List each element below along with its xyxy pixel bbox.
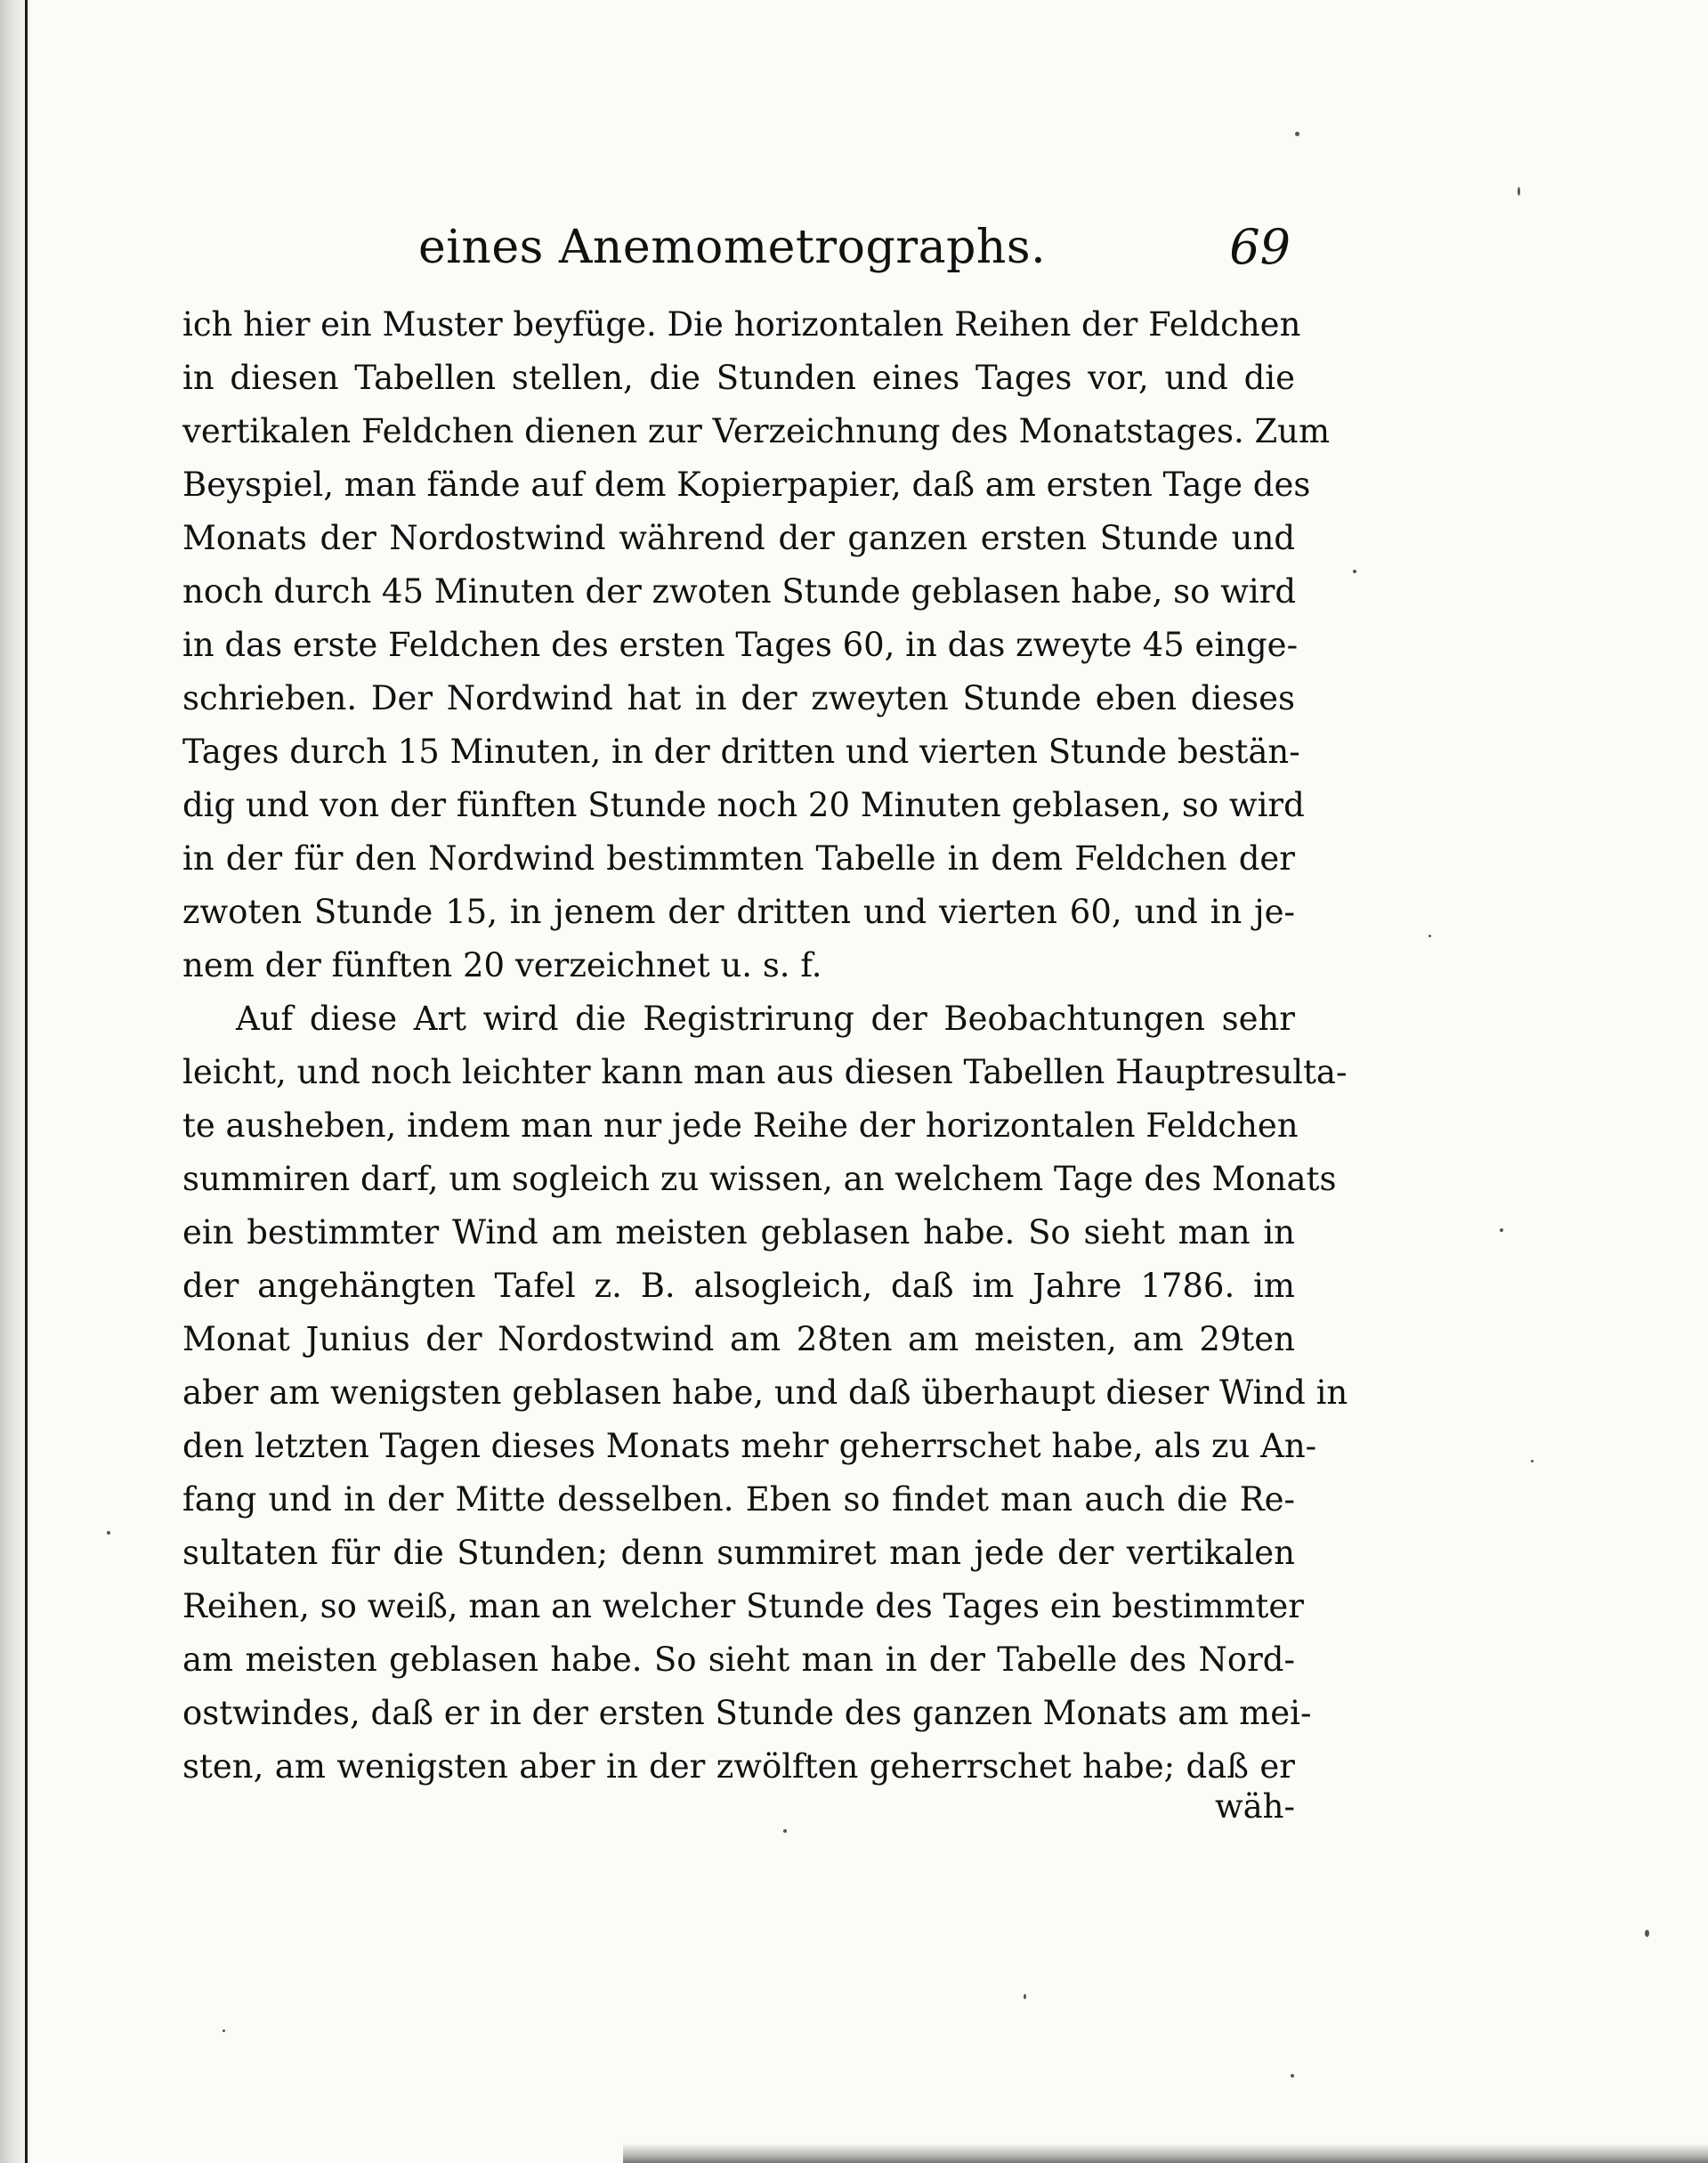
paper-speck xyxy=(1295,132,1299,136)
paper-speck xyxy=(1429,935,1431,937)
text-line-26: am meisten geblasen habe. So sieht man in der Tabelle des Nord- xyxy=(182,1640,1295,1679)
paper-speck xyxy=(1645,1930,1649,1937)
text-line-2: in diesen Tabellen stellen, die Stunden eines Tages vor, und die xyxy=(182,359,1295,397)
text-line-15: leicht, und noch leichter kann man aus diesen Tabellen Hauptresulta- xyxy=(182,1053,1348,1091)
text-line-14: Auf diese Art wird die Registrirung der Beobachtungen sehr xyxy=(236,1000,1295,1038)
text-line-16: te ausheben, indem man nur jede Reihe der horizontalen Feldchen xyxy=(182,1106,1299,1145)
text-line-8: schrieben. Der Nordwind hat in der zweyten Stunde eben dieses xyxy=(182,679,1295,717)
paper-speck xyxy=(1500,1228,1503,1232)
text-line-19: der angehängten Tafel z. B. alsogleich, daß im Jahre 1786. im xyxy=(182,1267,1295,1305)
paper-speck xyxy=(1353,570,1356,573)
text-line-1: ich hier ein Muster beyfüge. Die horizontalen Reihen der Feldchen xyxy=(182,305,1301,344)
paper-speck xyxy=(1024,1994,1026,1999)
page-header xyxy=(418,212,1291,283)
catchword-row xyxy=(1148,1785,1295,1829)
paper-speck xyxy=(223,2029,225,2032)
text-line-20: Monat Junius der Nordostwind am 28ten am meisten, am 29ten xyxy=(182,1320,1295,1358)
text-line-4: Beyspiel, man fände auf dem Kopierpapier, daß am ersten Tage des xyxy=(182,466,1311,504)
text-line-10: dig und von der fünften Stunde noch 20 Minuten geblasen, so wird xyxy=(182,786,1305,824)
text-line-25: Reihen, so weiß, man an welcher Stunde des Tages ein bestimmter xyxy=(182,1587,1304,1625)
text-line-27: ostwindes, daß er in der ersten Stunde des ganzen Monats am mei- xyxy=(182,1694,1312,1732)
page-number: 69 xyxy=(1229,219,1291,275)
paper-speck xyxy=(1518,187,1520,196)
text-line-18: ein bestimmter Wind am meisten geblasen habe. So sieht man in xyxy=(182,1213,1295,1252)
text-line-22: den letzten Tagen dieses Monats mehr geherrschet habe, als zu An- xyxy=(182,1427,1317,1465)
catchword: wäh- xyxy=(1214,1787,1295,1826)
text-line-11: in der für den Nordwind bestimmten Tabelle in dem Feldchen der xyxy=(182,839,1295,878)
paper-speck xyxy=(1291,2074,1294,2078)
running-title: eines Anemometrographs. xyxy=(418,221,1047,274)
text-line-7: in das erste Feldchen des ersten Tages 60, in das zweyte 45 einge- xyxy=(182,626,1299,664)
text-line-3: vertikalen Feldchen dienen zur Verzeichnung des Monatstages. Zum xyxy=(182,412,1331,450)
paper-speck xyxy=(107,1531,110,1535)
text-line-12: zwoten Stunde 15, in jenem der dritten und vierten 60, und in je- xyxy=(182,893,1295,931)
text-line-24: sultaten für die Stunden; denn summiret man jede der vertikalen xyxy=(182,1534,1295,1572)
page-spine-edge xyxy=(25,0,28,2163)
text-line-21: aber am wenigsten geblasen habe, und daß überhaupt dieser Wind in xyxy=(182,1373,1348,1412)
text-line-5: Monats der Nordostwind während der ganzen ersten Stunde und xyxy=(182,519,1295,557)
text-line-23: fang und in der Mitte desselben. Eben so findet man auch die Re- xyxy=(182,1480,1295,1519)
paper-speck xyxy=(783,1829,787,1833)
paper-speck xyxy=(1531,1460,1534,1462)
text-line-13: nem der fünften 20 verzeichnet u. s. f. xyxy=(182,946,822,984)
body-text xyxy=(182,298,1348,1794)
text-line-9: Tages durch 15 Minuten, in der dritten und vierten Stunde bestän- xyxy=(182,733,1300,771)
page-bottom-edge-shadow xyxy=(623,2143,1708,2163)
text-line-6: noch durch 45 Minuten der zwoten Stunde geblasen habe, so wird xyxy=(182,572,1297,611)
text-line-17: summiren darf, um sogleich zu wissen, an welchem Tage des Monats xyxy=(182,1160,1337,1198)
text-line-28: sten, am wenigsten aber in der zwölften geherrschet habe; daß er xyxy=(182,1747,1295,1786)
